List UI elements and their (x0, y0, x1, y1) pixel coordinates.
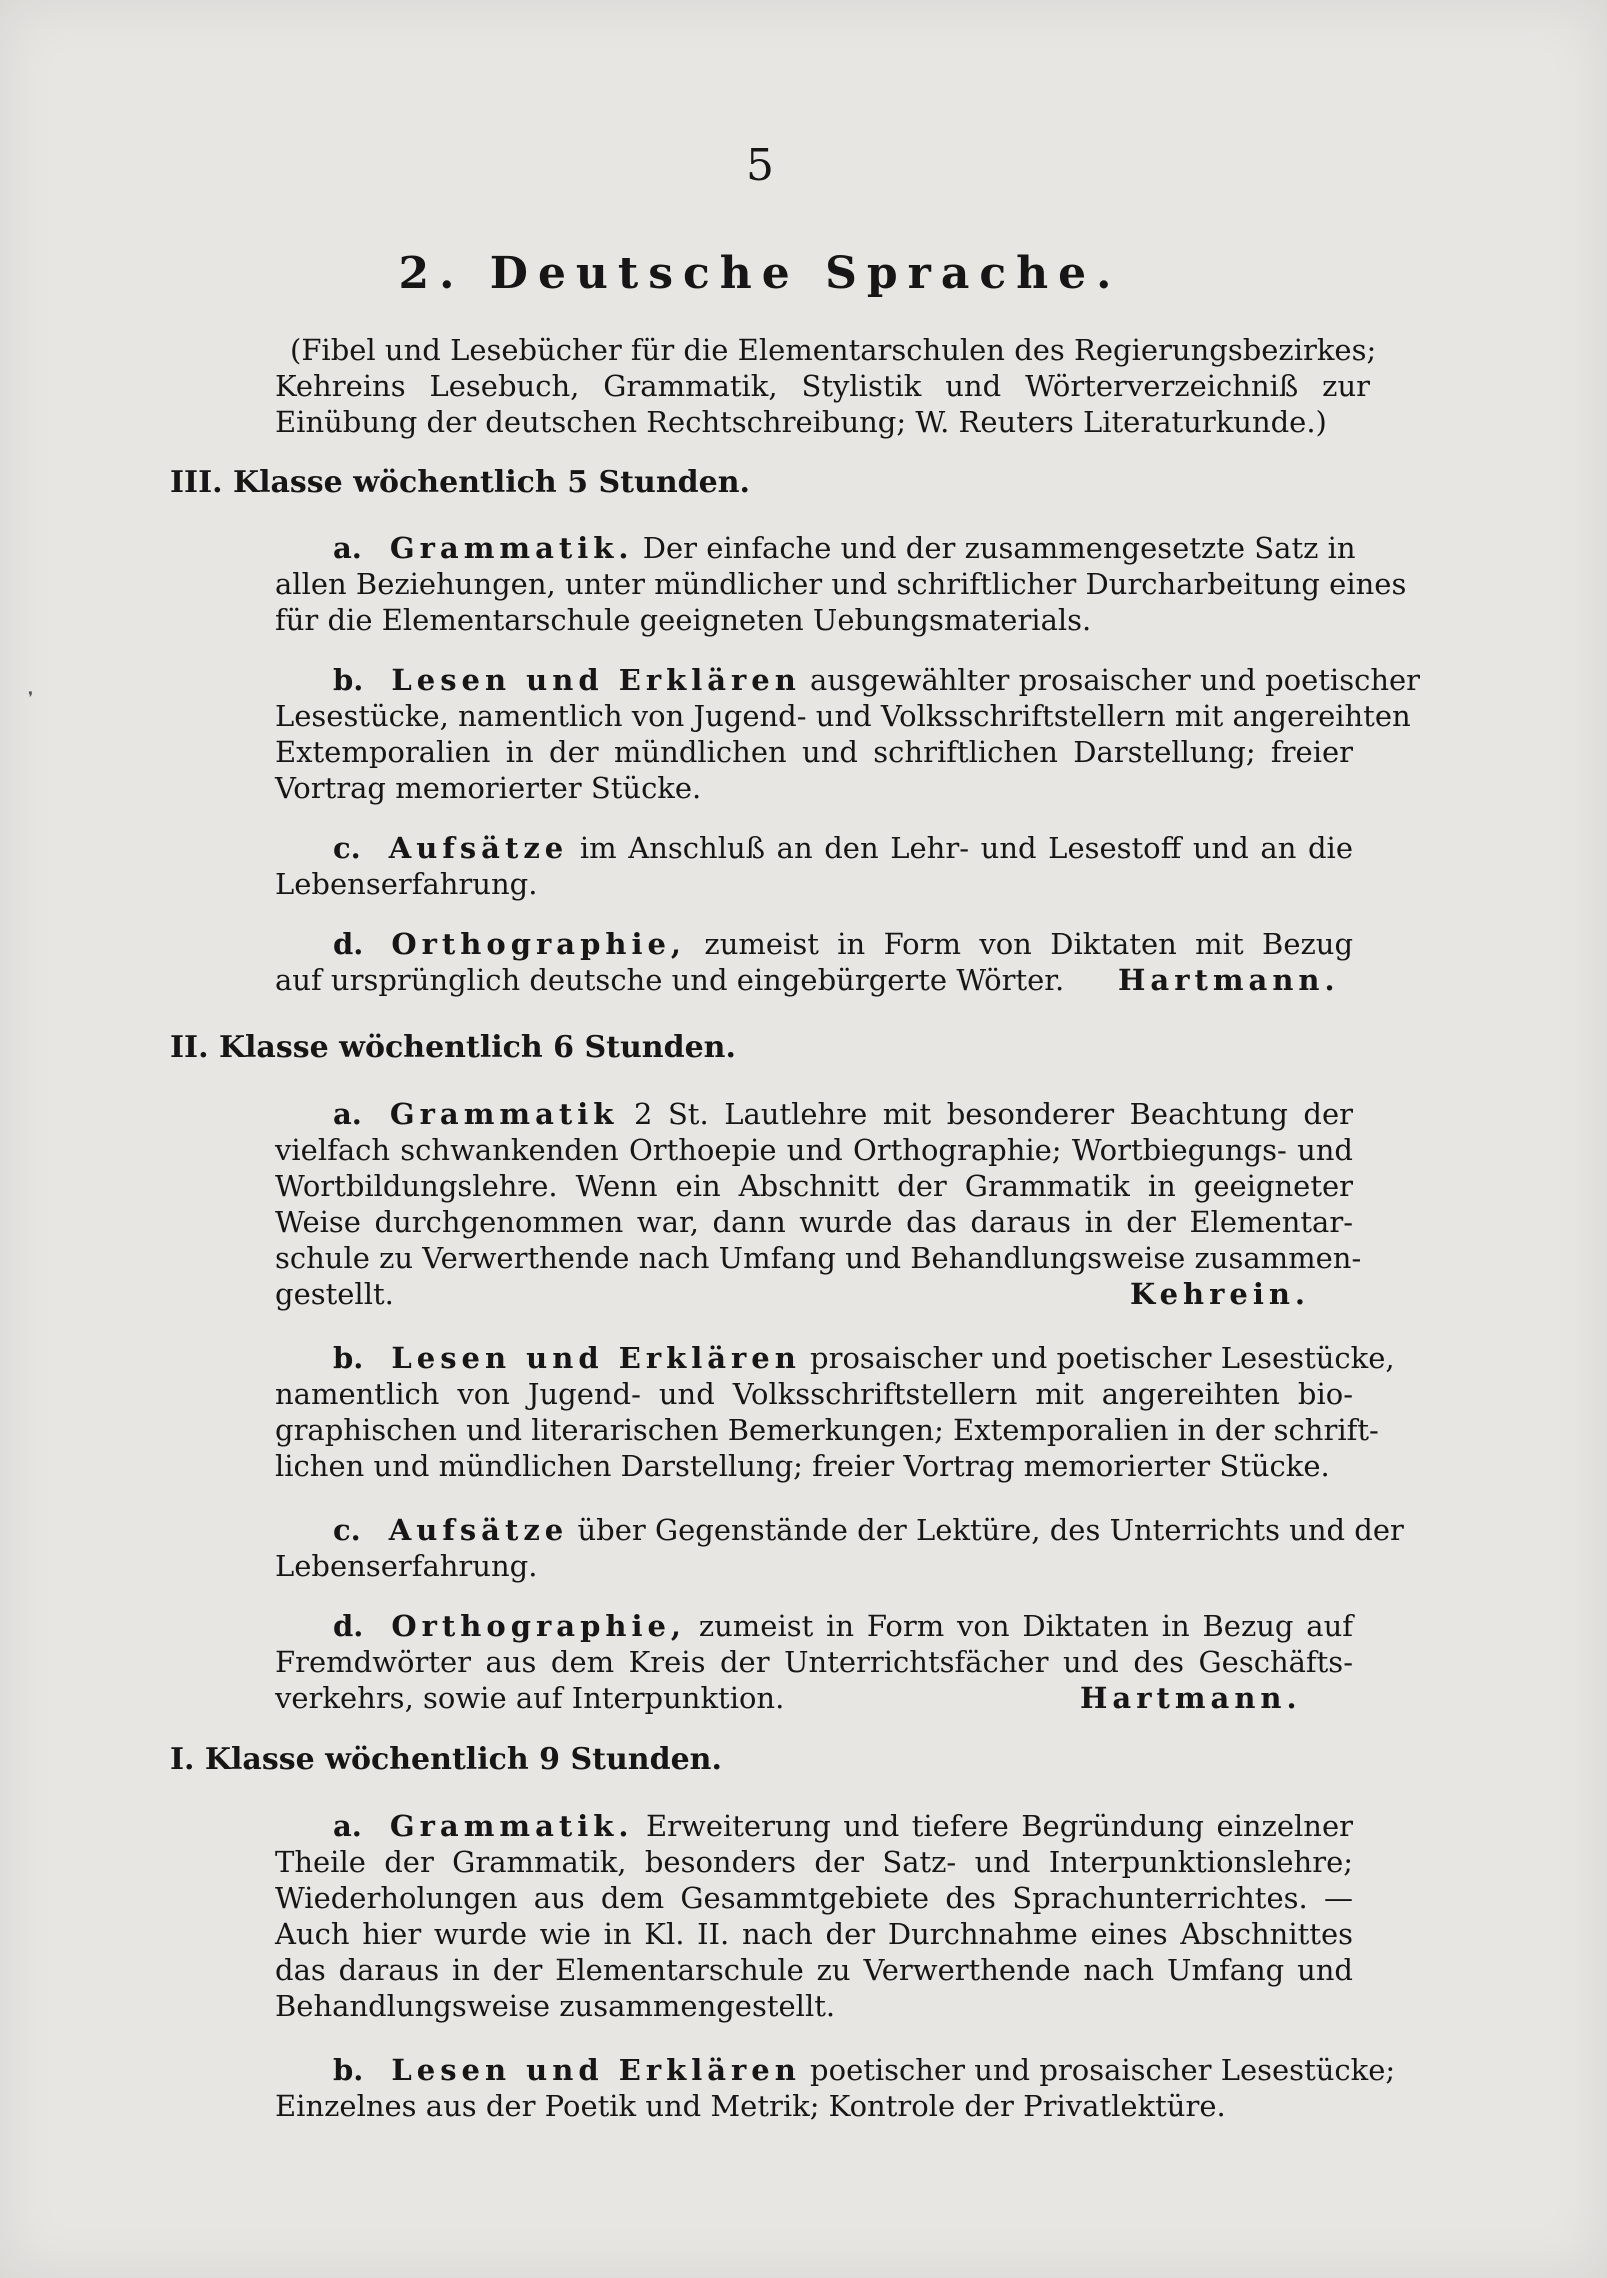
item-line: Einzelnes aus der Poetik und Metrik; Kontrole der Privatlektüre. (275, 2089, 1226, 2123)
item-keyword: Grammatik (389, 1097, 619, 1131)
item-label: a. (333, 531, 362, 565)
author-name: Hartmann. (1080, 1681, 1302, 1715)
item-text: zumeist in Form von Diktaten mit Bezug (704, 927, 1354, 961)
item-line: Lebenserfahrung. (275, 867, 538, 901)
class-2-item-d (333, 1608, 1353, 1644)
class-2-item-b (333, 1340, 1395, 1376)
item-keyword: Aufsätze (388, 831, 569, 865)
item-text: über Gegenstände der Lektüre, des Unterrichts und der (577, 1513, 1404, 1547)
class-1-item-b (333, 2052, 1396, 2088)
item-line: vielfach schwankenden Orthoepie und Orthographie; Wortbiegungs- und (275, 1133, 1353, 1167)
item-line: lichen und mündlichen Darstellung; freier Vortrag memorierter Stücke. (275, 1449, 1330, 1483)
item-label: c. (333, 831, 361, 865)
item-text: 2 St. Lautlehre mit besonderer Beachtung der (633, 1097, 1354, 1131)
item-keyword: Grammatik. (389, 531, 634, 565)
item-keyword: Lesen und Erklären (391, 2053, 801, 2087)
item-line: für die Elementarschule geeigneten Uebungsmaterials. (275, 603, 1092, 637)
item-line: Auch hier wurde wie in Kl. II. nach der Durchnahme eines Abschnittes (275, 1917, 1353, 1951)
item-line: Vortrag memorierter Stücke. (275, 771, 702, 805)
page-number: 5 (746, 140, 774, 191)
item-line: allen Beziehungen, unter mündlicher und schriftlicher Durcharbeitung eines (275, 567, 1407, 601)
item-line: schule zu Verwerthende nach Umfang und Behandlungsweise zusammen- (275, 1241, 1362, 1275)
section-title: 2. Deutsche Sprache. (398, 248, 1122, 299)
item-line: Fremdwörter aus dem Kreis der Unterrichtsfächer und des Geschäfts- (275, 1645, 1353, 1679)
item-line: das daraus in der Elementarschule zu Verwerthende nach Umfang und (275, 1953, 1353, 1987)
item-label: a. (333, 1809, 362, 1843)
item-keyword: Orthographie, (391, 927, 687, 961)
item-line: Theile der Grammatik, besonders der Satz- und Interpunktionslehre; (275, 1845, 1353, 1879)
item-label: d. (333, 1609, 364, 1643)
class-2-item-a (333, 1096, 1353, 1132)
item-label: b. (333, 1341, 364, 1375)
item-keyword: Lesen und Erklären (391, 663, 801, 697)
item-label: c. (333, 1513, 361, 1547)
item-text: poetischer und prosaischer Lesestücke; (810, 2053, 1396, 2087)
item-keyword: Orthographie, (391, 1609, 687, 1643)
item-line: Extemporalien in der mündlichen und schriftlichen Darstellung; freier (275, 735, 1353, 769)
item-line: gestellt. (275, 1277, 394, 1311)
item-keyword: Grammatik. (389, 1809, 634, 1843)
intro-line: Einübung der deutschen Rechtschreibung; W. Reuters Literaturkunde.) (275, 405, 1327, 439)
class-3-item-d (333, 926, 1353, 962)
class-3-item-a (333, 530, 1356, 566)
item-line: Wortbildungslehre. Wenn ein Abschnitt der Grammatik in geeigneter (275, 1169, 1353, 1203)
item-label: d. (333, 927, 364, 961)
class-1-item-a (333, 1808, 1353, 1844)
item-line: namentlich von Jugend- und Volksschriftstellern mit angereihten bio- (275, 1377, 1353, 1411)
item-line: verkehrs, sowie auf Interpunktion. (275, 1681, 785, 1715)
item-line: Lebenserfahrung. (275, 1549, 538, 1583)
item-line: Wiederholungen aus dem Gesammtgebiete des Sprachunterrichtes. — (275, 1881, 1353, 1915)
item-keyword: Lesen und Erklären (391, 1341, 801, 1375)
item-text: Erweiterung und tiefere Begründung einzelner (645, 1809, 1353, 1843)
class-3-heading: III. Klasse wöchentlich 5 Stunden. (170, 465, 750, 500)
item-label: b. (333, 2053, 364, 2087)
author-name: Hartmann. (1118, 963, 1340, 997)
margin-mark: ❜ (28, 688, 34, 707)
item-text: zumeist in Form von Diktaten in Bezug auf (698, 1609, 1354, 1643)
class-3-item-c (333, 830, 1353, 866)
item-keyword: Aufsätze (388, 1513, 569, 1547)
intro-line: (Fibel und Lesebücher für die Elementarschulen des Regierungsbezirkes; (290, 333, 1377, 367)
intro-line: Kehreins Lesebuch, Grammatik, Stylistik und Wörterverzeichniß zur (275, 369, 1370, 403)
item-label: a. (333, 1097, 362, 1131)
item-text: ausgewählter prosaischer und poetischer (810, 663, 1421, 697)
item-line: Lesestücke, namentlich von Jugend- und Volksschriftstellern mit angereihten (275, 699, 1411, 733)
item-line: Behandlungsweise zusammengestellt. (275, 1989, 836, 2023)
item-line: auf ursprünglich deutsche und eingebürgerte Wörter. (275, 963, 1065, 997)
class-1-heading: I. Klasse wöchentlich 9 Stunden. (170, 1742, 722, 1777)
class-2-item-c (333, 1512, 1404, 1548)
class-3-item-b (333, 662, 1421, 698)
item-text: im Anschluß an den Lehr- und Lesestoff und an die (579, 831, 1353, 865)
item-text: prosaischer und poetischer Lesestücke, (810, 1341, 1395, 1375)
class-2-heading: II. Klasse wöchentlich 6 Stunden. (170, 1030, 736, 1065)
item-text: Der einfache und der zusammengesetzte Satz in (642, 531, 1356, 565)
item-label: b. (333, 663, 364, 697)
author-name: Kehrein. (1130, 1277, 1311, 1311)
item-line: Weise durchgenommen war, dann wurde das daraus in der Elementar- (275, 1205, 1353, 1239)
item-line: graphischen und literarischen Bemerkungen; Extemporalien in der schrift- (275, 1413, 1379, 1447)
